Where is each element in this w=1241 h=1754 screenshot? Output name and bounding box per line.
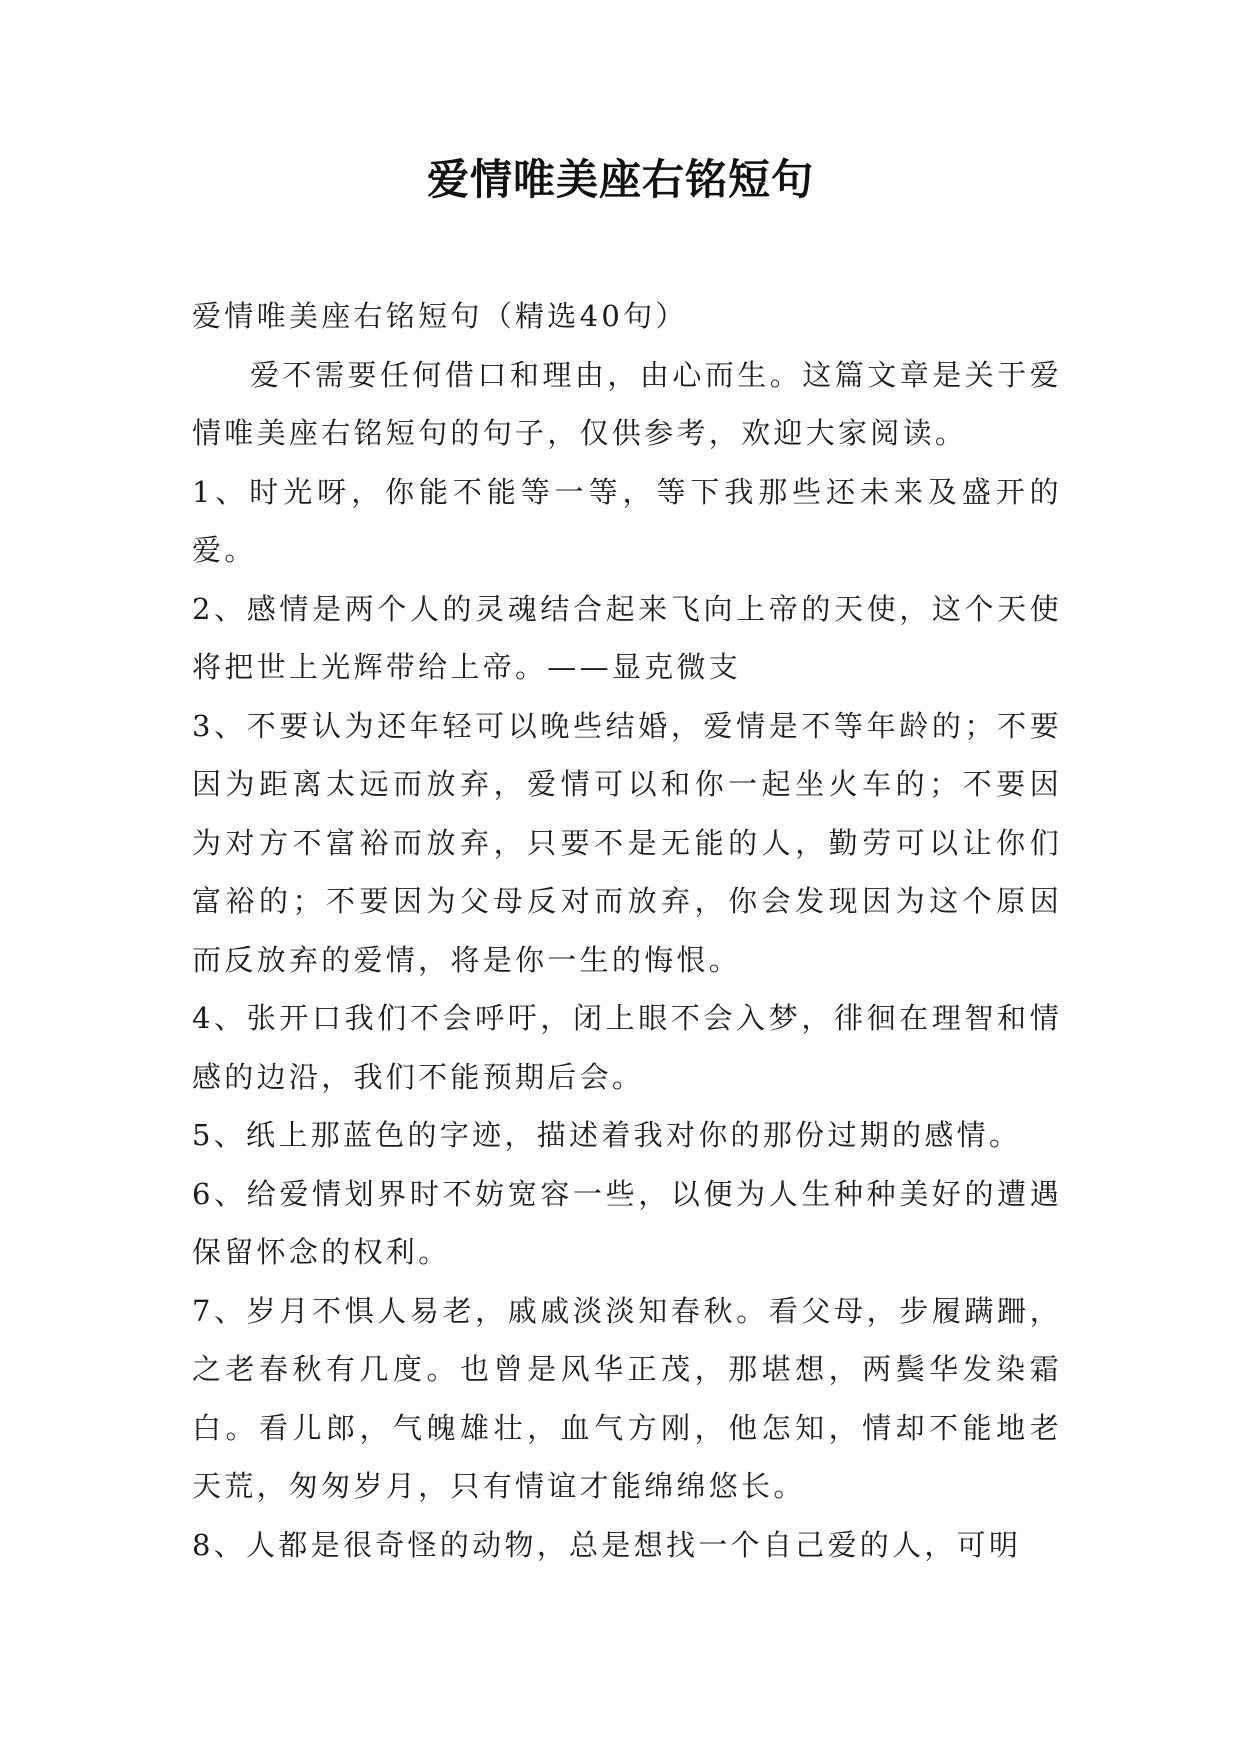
list-item: 1、时光呀，你能不能等一等，等下我那些还未来及盛开的爱。: [192, 474, 1062, 567]
list-item: 7、岁月不惧人易老，戚戚淡淡知春秋。看父母，步履蹒跚，之老春秋有几度。也曾是风华正茂，那堪想，两鬓华发染霜白。看儿郎，气魄雄壮，血气方刚，他怎知，情却不能地老天荒，匆匆岁月，只有情谊才能绵绵悠长。: [192, 1293, 1062, 1503]
list-item: 5、纸上那蓝色的字迹，描述着我对你的那份过期的感情。: [192, 1118, 1022, 1152]
document-body: [192, 287, 1062, 1574]
document-title: 爱情唯美座右铭短句: [426, 155, 814, 204]
intro-paragraph: 爱不需要任何借口和理由，由心而生。这篇文章是关于爱情唯美座右铭短句的句子，仅供参考，欢迎大家阅读。: [192, 357, 1062, 450]
list-item: 6、给爱情划界时不妨宽容一些，以便为人生种种美好的遭遇保留怀念的权利。: [192, 1176, 1062, 1269]
list-item: 2、感情是两个人的灵魂结合起来飞向上帝的天使，这个天使将把世上光辉带给上帝。——显克微支: [192, 591, 1062, 684]
list-item: 4、张开口我们不会呼吁，闭上眼不会入梦，徘徊在理智和情感的边沿，我们不能预期后会。: [192, 1001, 1062, 1094]
list-item: 3、不要认为还年轻可以晚些结婚，爱情是不等年龄的；不要因为距离太远而放弃，爱情可以和你一起坐火车的；不要因为对方不富裕而放弃，只要不是无能的人，勤劳可以让你们富裕的；不要因为父母反对而放弃，你会发现因为这个原因而反放弃的爱情，将是你一生的悔恨。: [192, 708, 1062, 977]
document-subtitle: 爱情唯美座右铭短句（精选40句）: [192, 299, 688, 333]
list-item: 8、人都是很奇怪的动物，总是想找一个自己爱的人，可明: [192, 1527, 1022, 1562]
